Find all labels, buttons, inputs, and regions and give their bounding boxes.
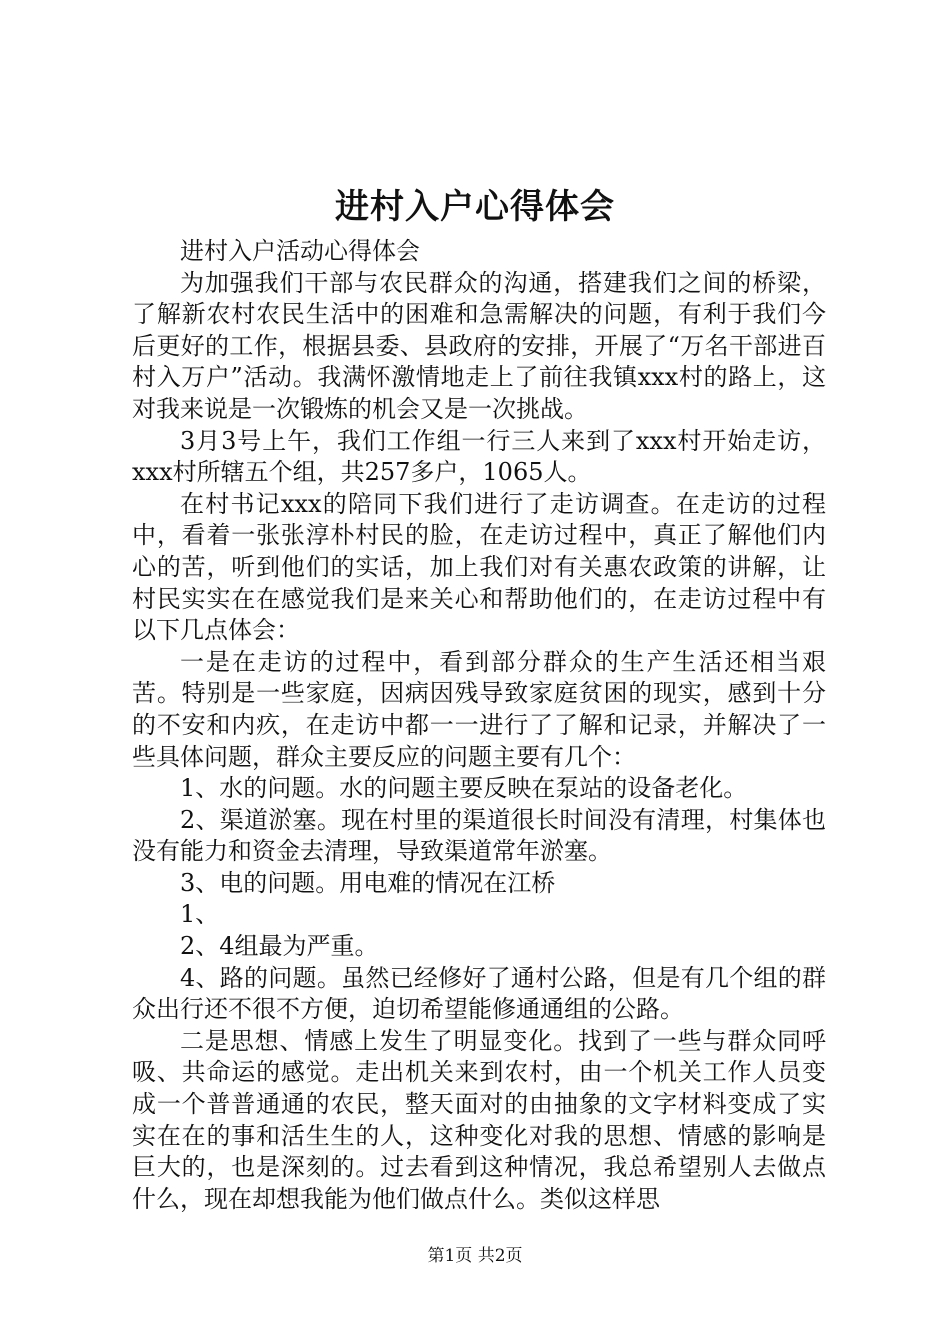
intro-paragraph: 为加强我们干部与农民群众的沟通，搭建我们之间的桥梁，了解新农村农民生活中的困难和急需解决的问题，有利于我们今后更好的工作，根据县委、县政府的安排，开展了“万名干部进百村入万户”活动。我满怀激情地走上了前往我镇xxx村的路上，这对我来说是一次锻炼的机会又是一次挑战。 — [132, 268, 826, 423]
subtitle-paragraph: 进村入户活动心得体会 — [180, 237, 420, 265]
issue-power-continuation-2: 2、4组最为严重。 — [180, 932, 379, 961]
page-footer: 第1页 共2页 — [427, 1246, 523, 1266]
issue-channel-paragraph: 2、渠道淤塞。现在村里的渠道很长时间没有清理，村集体也没有能力和资金去清理，导致渠道常年淤塞。 — [132, 805, 826, 866]
issue-power-continuation-1: 1、 — [180, 900, 220, 929]
visit-process-paragraph: 在村书记xxx的陪同下我们进行了走访调查。在走访的过程中，看着一张张淳朴村民的脸，在走访过程中，真正了解他们内心的苦，听到他们的实话，加上我们对有关惠农政策的讲解，让村民实实在在感觉我们是来关心和帮助他们的，在走访过程中有以下几点体会： — [132, 489, 826, 645]
page-title: 进村入户心得体会 — [335, 187, 615, 227]
document-body — [132, 236, 826, 1215]
issue-power-paragraph: 3、电的问题。用电难的情况在江桥 — [180, 868, 556, 897]
insight-one-paragraph: 一是在走访的过程中，看到部分群众的生产生活还相当艰苦。特别是一些家庭，因病因残导致家庭贫困的现实，感到十分的不安和内疚，在走访中都一一进行了了解和记录，并解决了一些具体问题，群众主要反应的问题主要有几个： — [132, 647, 826, 771]
insight-two-paragraph: 二是思想、情感上发生了明显变化。找到了一些与群众同呼吸、共命运的感觉。走出机关来到农村，由一个机关工作人员变成一个普普通通的农民，整天面对的由抽象的文字材料变成了实实在在的事和活生生的人，这种变化对我的思想、情感的影响是巨大的，也是深刻的。过去看到这种情况，我总希望别人去做点什么，现在却想我能为他们做点什么。类似这样思 — [132, 1026, 826, 1213]
issue-road-paragraph: 4、路的问题。虽然已经修好了通村公路，但是有几个组的群众出行还不很不方便，迫切希望能修通通组的公路。 — [132, 963, 826, 1024]
issue-water-paragraph: 1、水的问题。水的问题主要反映在泵站的设备老化。 — [180, 774, 748, 803]
visit-date-paragraph: 3月3号上午，我们工作组一行三人来到了xxx村开始走访，xxx村所辖五个组，共257多户，1065人。 — [132, 426, 826, 487]
